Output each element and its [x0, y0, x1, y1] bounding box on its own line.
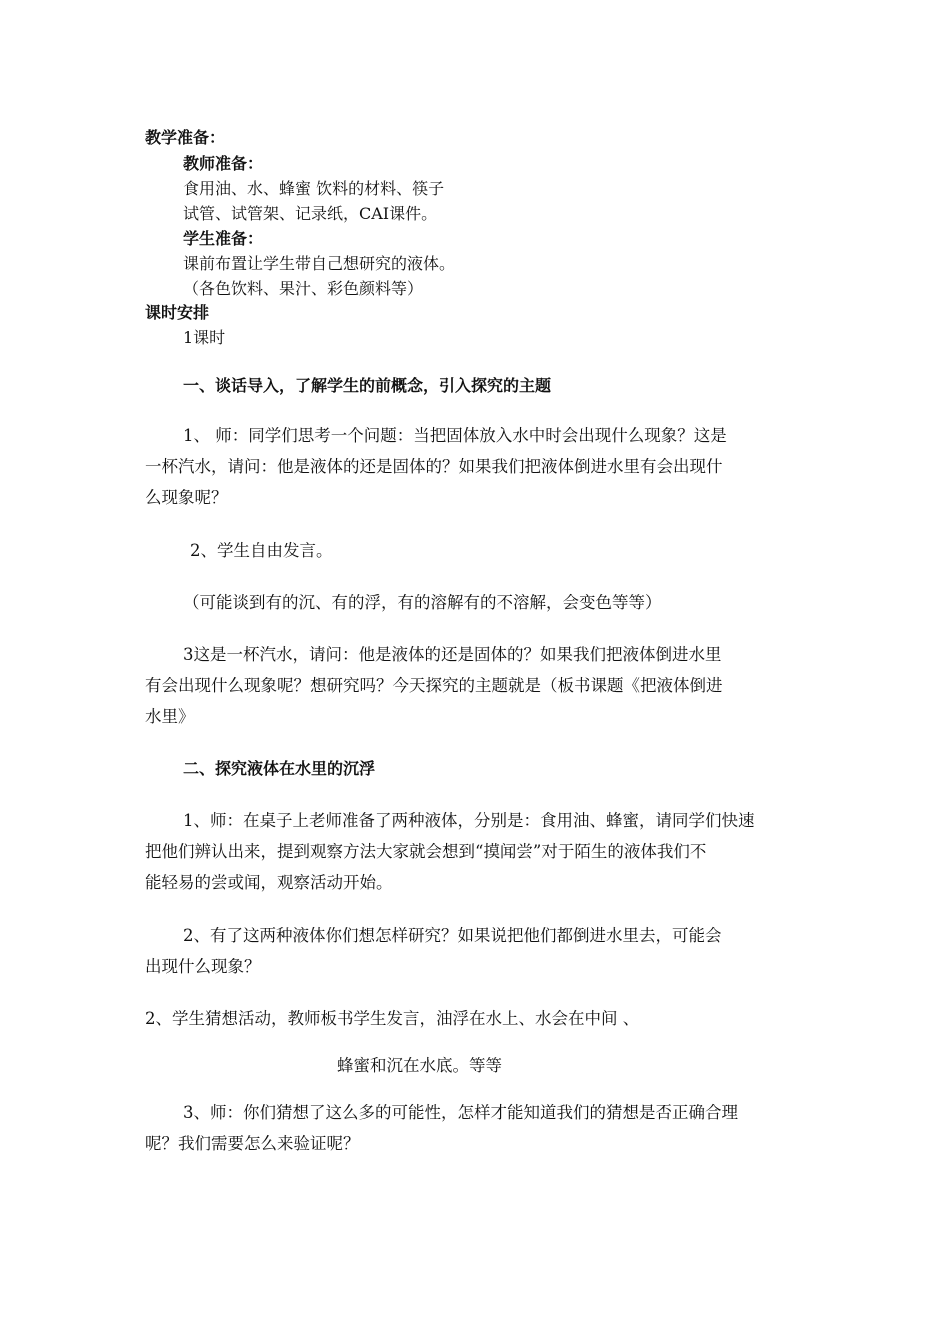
student-prep-line-2: （各色饮料、果汁、彩色颜料等） [183, 279, 424, 298]
section-2-p4-line-2: 呢？我们需要怎么来验证呢？ [145, 1134, 360, 1153]
section-1-p1-line-2: 一杯汽水，请问：他是液体的还是固体的？如果我们把液体倒进水里有会出现什 [145, 457, 723, 476]
section-1-p2: 2、学生自由发言。 [190, 541, 333, 560]
section-1-p4-line-3: 水里》 [145, 707, 195, 726]
student-prep-heading: 学生准备： [183, 229, 264, 248]
section-2-p1-line-1: 1、师：在桌子上老师准备了两种液体，分别是：食用油、蜂蜜，请同学们快速 [183, 811, 755, 830]
schedule-heading: 课时安排 [145, 303, 210, 322]
section-1-p4-line-1: 3这是一杯汽水，请问：他是液体的还是固体的？如果我们把液体倒进水里 [183, 645, 722, 664]
section-2-p3-line-1: 2、学生猜想活动，教师板书学生发言，油浮在水上、水会在中间 、 [145, 1009, 640, 1028]
student-prep-line-1: 课前布置让学生带自己想研究的液体。 [183, 254, 456, 273]
schedule-value: 1课时 [183, 328, 226, 347]
section-2-p1-line-3: 能轻易的尝或闻，观察活动开始。 [145, 873, 393, 892]
section-2-heading: 二、探究液体在水里的沉浮 [183, 759, 376, 778]
section-2-p4-line-1: 3、师：你们猜想了这么多的可能性，怎样才能知道我们的猜想是否正确合理 [183, 1103, 738, 1122]
section-2-p2-line-2: 出现什么现象？ [145, 957, 261, 976]
teacher-prep-line-1: 食用油、水、蜂蜜 饮料的材料、筷子 [183, 179, 445, 198]
section-2-p3-line-2: 蜂蜜和沉在水底。等等 [337, 1056, 502, 1075]
section-1-heading: 一、谈话导入，了解学生的前概念，引入探究的主题 [183, 376, 552, 395]
teacher-prep-heading: 教师准备： [183, 154, 264, 173]
section-2-p2-line-1: 2、有了这两种液体你们想怎样研究？如果说把他们都倒进水里去，可能会 [183, 926, 722, 945]
teacher-prep-line-2: 试管、试管架、记录纸，CAI课件。 [183, 204, 438, 223]
section-1-p1-line-3: 么现象呢？ [145, 488, 228, 507]
section-2-p1-line-2: 把他们辨认出来，提到观察方法大家就会想到“摸闻尝”对于陌生的液体我们不 [145, 842, 707, 861]
section-1-p1-line-1: 1、 师：同学们思考一个问题：当把固体放入水中时会出现什么现象？这是 [183, 426, 727, 445]
section-1-p4-line-2: 有会出现什么现象呢？想研究吗？今天探究的主题就是（板书课题《把液体倒进 [145, 676, 723, 695]
section-1-p3: （可能谈到有的沉、有的浮，有的溶解有的不溶解，会变色等等） [183, 593, 662, 612]
prep-heading: 教学准备： [145, 128, 226, 147]
